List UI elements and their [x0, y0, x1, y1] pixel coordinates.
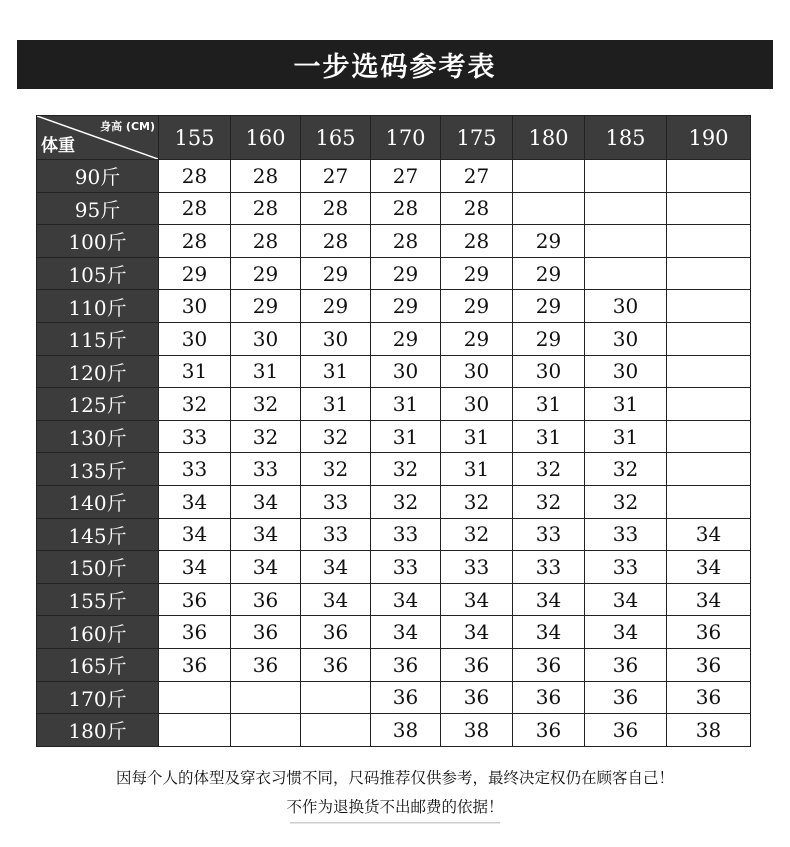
- size-cell: 36: [585, 681, 667, 714]
- size-cell: 29: [371, 257, 441, 290]
- size-cell: [667, 355, 751, 388]
- size-cell: 30: [585, 322, 667, 355]
- table-row: [37, 290, 751, 323]
- size-cell: 30: [585, 290, 667, 323]
- size-cell: 32: [441, 518, 513, 551]
- size-cell: 34: [371, 616, 441, 649]
- size-cell: 36: [159, 648, 231, 681]
- table-row: [37, 518, 751, 551]
- height-header: 190: [667, 116, 751, 160]
- size-cell: [667, 160, 751, 193]
- size-cell: 36: [371, 648, 441, 681]
- size-cell: 28: [231, 192, 301, 225]
- table-row: [37, 551, 751, 584]
- size-cell: 31: [231, 355, 301, 388]
- size-cell: 33: [585, 518, 667, 551]
- size-cell: 33: [231, 453, 301, 486]
- size-chart-table: [36, 115, 751, 747]
- size-cell: 34: [441, 583, 513, 616]
- size-cell: [231, 714, 301, 747]
- size-cell: 34: [231, 551, 301, 584]
- size-cell: 31: [585, 420, 667, 453]
- size-cell: 33: [513, 551, 585, 584]
- size-cell: 36: [301, 616, 371, 649]
- table-row: [37, 453, 751, 486]
- weight-cell: 180斤: [37, 714, 159, 747]
- weight-cell: 140斤: [37, 485, 159, 518]
- size-cell: 30: [585, 355, 667, 388]
- size-cell: [667, 388, 751, 421]
- size-cell: 31: [301, 355, 371, 388]
- table-row: [37, 192, 751, 225]
- corner-cell: [37, 116, 159, 160]
- size-cell: 34: [585, 583, 667, 616]
- size-cell: 34: [159, 551, 231, 584]
- size-cell: [667, 420, 751, 453]
- weight-cell: 110斤: [37, 290, 159, 323]
- size-cell: 36: [585, 648, 667, 681]
- size-cell: 36: [513, 681, 585, 714]
- size-cell: 36: [667, 681, 751, 714]
- table-row: [37, 355, 751, 388]
- size-cell: 38: [667, 714, 751, 747]
- size-cell: [667, 453, 751, 486]
- size-cell: 29: [441, 290, 513, 323]
- size-cell: 34: [513, 583, 585, 616]
- size-cell: 32: [585, 485, 667, 518]
- weight-cell: 90斤: [37, 160, 159, 193]
- size-cell: 36: [231, 648, 301, 681]
- size-cell: 30: [231, 322, 301, 355]
- table-row: [37, 420, 751, 453]
- size-cell: 32: [231, 388, 301, 421]
- size-cell: 36: [513, 714, 585, 747]
- size-cell: 32: [371, 453, 441, 486]
- size-cell: 36: [585, 714, 667, 747]
- weight-cell: 155斤: [37, 583, 159, 616]
- size-cell: [667, 322, 751, 355]
- size-cell: 30: [159, 322, 231, 355]
- size-cell: [585, 225, 667, 258]
- size-cell: 34: [159, 518, 231, 551]
- size-cell: 33: [585, 551, 667, 584]
- size-cell: 33: [301, 518, 371, 551]
- size-cell: [301, 714, 371, 747]
- table-row: [37, 225, 751, 258]
- size-cell: 29: [371, 290, 441, 323]
- size-cell: 31: [513, 388, 585, 421]
- size-cell: 33: [159, 453, 231, 486]
- size-cell: 36: [441, 681, 513, 714]
- size-cell: 28: [301, 192, 371, 225]
- size-cell: [513, 160, 585, 193]
- size-cell: 29: [301, 257, 371, 290]
- size-cell: 30: [301, 322, 371, 355]
- size-cell: 34: [667, 518, 751, 551]
- size-cell: [585, 160, 667, 193]
- weight-cell: 95斤: [37, 192, 159, 225]
- header-row: [37, 116, 751, 160]
- size-cell: 31: [371, 420, 441, 453]
- size-cell: 27: [371, 160, 441, 193]
- size-cell: 31: [513, 420, 585, 453]
- height-axis-label: 身高 (CM): [100, 120, 155, 133]
- size-cell: 28: [371, 225, 441, 258]
- size-cell: [667, 290, 751, 323]
- height-header: 155: [159, 116, 231, 160]
- size-cell: 29: [301, 290, 371, 323]
- table-row: [37, 681, 751, 714]
- fine-print-line: [290, 821, 500, 825]
- weight-cell: 105斤: [37, 257, 159, 290]
- size-cell: 30: [441, 355, 513, 388]
- size-cell: 31: [159, 355, 231, 388]
- size-cell: 36: [667, 616, 751, 649]
- size-cell: 34: [441, 616, 513, 649]
- size-cell: 34: [159, 485, 231, 518]
- size-cell: 29: [513, 290, 585, 323]
- size-cell: 33: [159, 420, 231, 453]
- weight-cell: 160斤: [37, 616, 159, 649]
- title-banner: [17, 40, 773, 89]
- size-cell: 36: [231, 583, 301, 616]
- size-cell: 33: [301, 485, 371, 518]
- size-cell: [667, 257, 751, 290]
- size-cell: 27: [441, 160, 513, 193]
- size-cell: 29: [231, 257, 301, 290]
- size-cell: [667, 192, 751, 225]
- height-header: 175: [441, 116, 513, 160]
- weight-cell: 135斤: [37, 453, 159, 486]
- size-cell: 31: [371, 388, 441, 421]
- size-cell: 29: [441, 257, 513, 290]
- size-cell: 34: [667, 551, 751, 584]
- size-cell: 29: [159, 257, 231, 290]
- size-cell: 32: [371, 485, 441, 518]
- size-cell: 34: [585, 616, 667, 649]
- size-cell: 28: [441, 225, 513, 258]
- size-cell: 33: [371, 518, 441, 551]
- fine-print-decoration: [0, 821, 790, 827]
- size-cell: 30: [513, 355, 585, 388]
- size-cell: 33: [513, 518, 585, 551]
- table-row: [37, 616, 751, 649]
- size-cell: 28: [159, 160, 231, 193]
- size-cell: [585, 192, 667, 225]
- size-cell: 36: [371, 681, 441, 714]
- size-cell: 30: [441, 388, 513, 421]
- table-row: [37, 257, 751, 290]
- weight-cell: 145斤: [37, 518, 159, 551]
- size-cell: 32: [301, 453, 371, 486]
- size-cell: 34: [231, 518, 301, 551]
- weight-cell: 165斤: [37, 648, 159, 681]
- weight-cell: 150斤: [37, 551, 159, 584]
- size-cell: 32: [231, 420, 301, 453]
- page-title: 一步选码参考表: [293, 52, 497, 83]
- size-cell: [159, 714, 231, 747]
- size-cell: 28: [159, 225, 231, 258]
- size-cell: 29: [231, 290, 301, 323]
- size-cell: 32: [513, 453, 585, 486]
- size-cell: 31: [441, 420, 513, 453]
- table-row: [37, 388, 751, 421]
- weight-axis-label: 体重: [41, 136, 75, 156]
- size-cell: 36: [159, 583, 231, 616]
- size-cell: 32: [513, 485, 585, 518]
- disclaimer-note: 因每个人的体型及穿衣习惯不同，尺码推荐仅供参考，最终决定权仍在顾客自己！: [115, 769, 674, 787]
- size-cell: 28: [231, 225, 301, 258]
- table-row: [37, 583, 751, 616]
- size-cell: 32: [301, 420, 371, 453]
- size-cell: 28: [159, 192, 231, 225]
- size-cell: [159, 681, 231, 714]
- size-cell: 36: [667, 648, 751, 681]
- size-cell: 34: [301, 583, 371, 616]
- size-cell: [231, 681, 301, 714]
- size-table-body: [37, 160, 751, 747]
- table-row: [37, 714, 751, 747]
- size-cell: 34: [667, 583, 751, 616]
- height-header: 165: [301, 116, 371, 160]
- weight-cell: 100斤: [37, 225, 159, 258]
- size-cell: 36: [513, 648, 585, 681]
- size-cell: 36: [159, 616, 231, 649]
- size-cell: 36: [301, 648, 371, 681]
- size-cell: 27: [301, 160, 371, 193]
- size-cell: [667, 485, 751, 518]
- size-cell: [301, 681, 371, 714]
- size-cell: 32: [159, 388, 231, 421]
- size-cell: 29: [513, 225, 585, 258]
- size-cell: [667, 225, 751, 258]
- weight-cell: 170斤: [37, 681, 159, 714]
- table-row: [37, 160, 751, 193]
- size-cell: 31: [585, 388, 667, 421]
- table-row: [37, 648, 751, 681]
- size-cell: 28: [231, 160, 301, 193]
- size-cell: 28: [441, 192, 513, 225]
- size-cell: 32: [585, 453, 667, 486]
- weight-cell: 125斤: [37, 388, 159, 421]
- size-cell: 36: [231, 616, 301, 649]
- weight-cell: 130斤: [37, 420, 159, 453]
- table-row: [37, 322, 751, 355]
- size-cell: 29: [513, 257, 585, 290]
- size-cell: [513, 192, 585, 225]
- size-cell: 30: [371, 355, 441, 388]
- size-cell: 34: [513, 616, 585, 649]
- size-cell: 29: [441, 322, 513, 355]
- size-cell: 38: [371, 714, 441, 747]
- size-cell: 33: [441, 551, 513, 584]
- height-header: 170: [371, 116, 441, 160]
- size-cell: 33: [371, 551, 441, 584]
- table-row: [37, 485, 751, 518]
- size-cell: 34: [231, 485, 301, 518]
- height-header: 185: [585, 116, 667, 160]
- size-cell: 30: [159, 290, 231, 323]
- size-cell: 36: [441, 648, 513, 681]
- size-cell: 34: [301, 551, 371, 584]
- size-cell: 29: [513, 322, 585, 355]
- size-cell: 38: [441, 714, 513, 747]
- size-cell: 32: [441, 485, 513, 518]
- weight-cell: 115斤: [37, 322, 159, 355]
- size-cell: 29: [371, 322, 441, 355]
- height-header: 180: [513, 116, 585, 160]
- size-cell: 31: [301, 388, 371, 421]
- size-cell: 28: [371, 192, 441, 225]
- size-cell: [585, 257, 667, 290]
- return-policy-note: 不作为退换货不出邮费的依据！: [286, 798, 504, 816]
- size-cell: 28: [301, 225, 371, 258]
- weight-cell: 120斤: [37, 355, 159, 388]
- height-header: 160: [231, 116, 301, 160]
- size-cell: 31: [441, 453, 513, 486]
- size-cell: 34: [371, 583, 441, 616]
